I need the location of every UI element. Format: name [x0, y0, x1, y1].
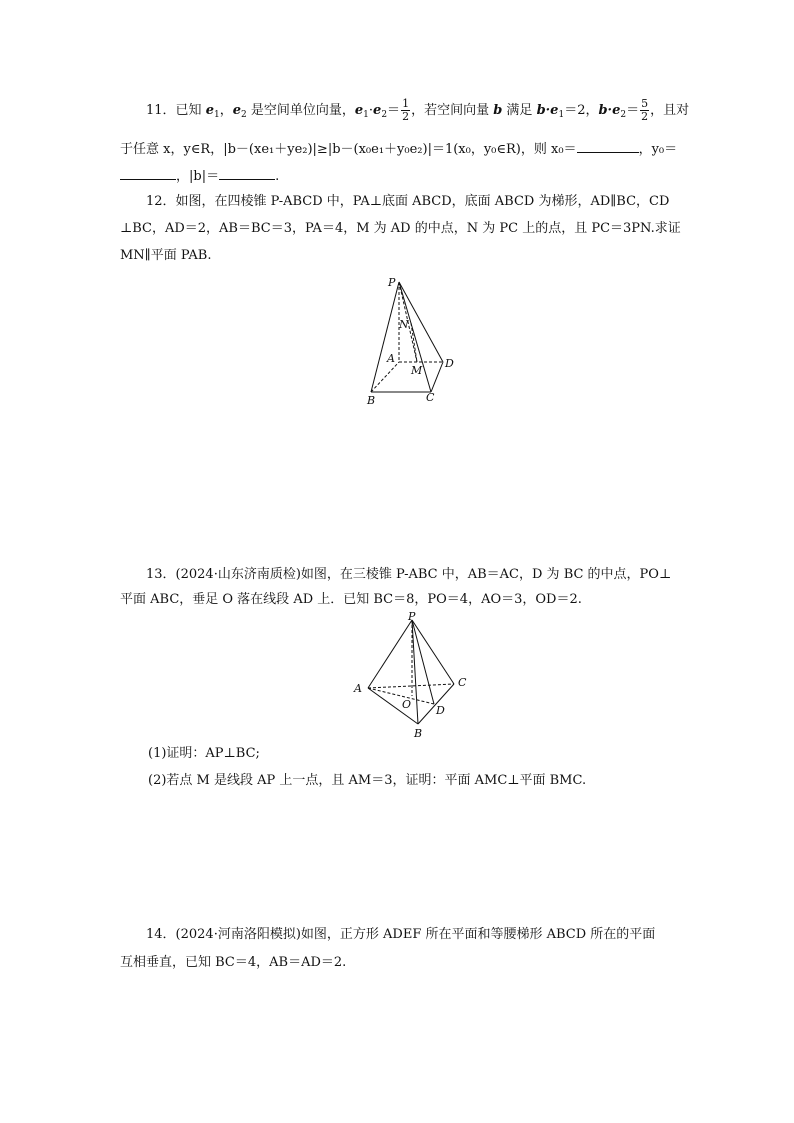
- fraction-one-half: $\frac{1}{2}$: [402, 97, 410, 123]
- q11-line1: 11．已知 $e_1$，$e_2$ 是空间单位向量，$e_1\cdot e_2=$ $\frac{1}{2}$ ，若空间向量 b 满足 $b\cdot e_1=2$，$b\cdot e_2=$ $\frac{5}{2}$ ，且对: [146, 97, 690, 123]
- label-O: O: [402, 698, 412, 711]
- label-M: M: [411, 364, 423, 377]
- q13-line2: 平面 ABC，垂足 O 落在线段 AD 上．已知 BC＝8，PO＝4，AO＝3，OD＝2.: [120, 592, 582, 607]
- label-A: A: [354, 682, 362, 695]
- q14-line2: 互相垂直，已知 BC＝4，AB＝AD＝2.: [120, 955, 347, 970]
- answer-blank-norm-b[interactable]: [219, 167, 275, 180]
- q13-sub1: (1)证明：AP⊥BC;: [148, 746, 260, 761]
- label-C: C: [458, 676, 467, 689]
- q13-line1: 13．(2024·山东济南质检)如图，在三棱锥 P-ABC 中，AB＝AC，D 为 BC 的中点，PO⊥: [146, 567, 672, 582]
- label-D: D: [436, 704, 445, 717]
- answer-blank-y0[interactable]: [120, 167, 176, 180]
- q12-line1: 12．如图，在四棱锥 P-ABCD 中，PA⊥底面 ABCD，底面 ABCD 为梯形，AD∥BC，CD: [146, 194, 670, 209]
- label-P: P: [408, 612, 416, 623]
- q12-line3: MN∥平面 PAB.: [120, 248, 212, 263]
- label-A: A: [387, 352, 395, 365]
- pyramid-figure-pabcd: [355, 270, 465, 410]
- q12-line2: ⊥BC，AD＝2，AB＝BC＝3，PA＝4，M 为 AD 的中点，N 为 PC 上的点，且 PC＝3PN.求证: [120, 221, 681, 236]
- label-B: B: [414, 727, 423, 740]
- q14-line1: 14．(2024·河南洛阳模拟)如图，正方形 ADEF 所在平面和等腰梯形 ABCD 所在的平面: [146, 927, 656, 942]
- q13-sub2: (2)若点 M 是线段 AP 上一点，且 AM＝3，证明：平面 AMC⊥平面 BMC.: [148, 773, 587, 788]
- q11-line3: ，|b|＝ .: [120, 167, 279, 186]
- label-D: D: [445, 357, 454, 370]
- answer-blank-x0[interactable]: [577, 140, 639, 153]
- label-P: P: [388, 276, 396, 289]
- q11-line2: 于任意 x，y∈R，|b－(xe₁＋ye₂)|≥|b－(x₀e₁＋y₀e₂)|＝1(x₀，y₀∈R)，则 x₀＝ ，y₀＝: [120, 142, 678, 157]
- label-B: B: [367, 394, 376, 407]
- label-N: N: [399, 318, 409, 331]
- fraction-five-half: $\frac{5}{2}$: [641, 97, 649, 123]
- label-C: C: [426, 391, 435, 404]
- pyramid-figure-pabc: [350, 612, 470, 740]
